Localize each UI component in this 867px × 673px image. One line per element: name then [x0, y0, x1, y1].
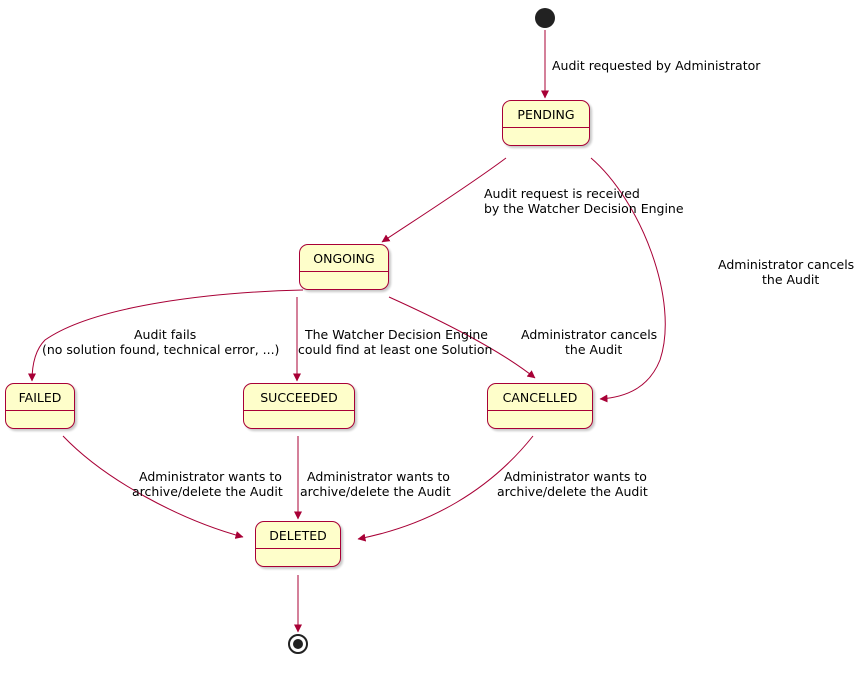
state-cancelled[interactable] [487, 383, 593, 429]
final-state-node [288, 634, 308, 654]
state-succeeded[interactable] [243, 383, 355, 429]
label-cancel-ongoing-line2: the Audit [565, 342, 623, 357]
state-deleted-body [256, 549, 340, 566]
label-archive-failed-line2: archive/delete the Audit [132, 484, 283, 499]
label-archive-succeeded-line1: Administrator wants to [307, 469, 450, 484]
state-ongoing-label: ONGOING [300, 245, 388, 272]
label-request-received-line1: Audit request is received [484, 186, 640, 201]
state-succeeded-body [244, 411, 354, 428]
label-archive-cancelled-line2: archive/delete the Audit [497, 484, 648, 499]
state-failed-label: FAILED [6, 384, 74, 411]
label-archive-cancelled-line1: Administrator wants to [504, 469, 647, 484]
label-cancel-pending-line2: the Audit [762, 272, 820, 287]
initial-state-node [535, 8, 555, 28]
label-archive-failed-line1: Administrator wants to [139, 469, 282, 484]
label-found-solution-line1: The Watcher Decision Engine [305, 327, 488, 342]
state-cancelled-body [488, 411, 592, 428]
label-audit-requested: Audit requested by Administrator [552, 58, 761, 73]
label-cancel-ongoing-line1: Administrator cancels [521, 327, 658, 342]
state-succeeded-label: SUCCEEDED [244, 384, 354, 411]
state-ongoing[interactable] [299, 244, 389, 290]
final-state-inner [293, 639, 303, 649]
state-pending-body [503, 128, 589, 145]
label-cancel-pending-line1: Administrator cancels [718, 257, 855, 272]
state-deleted-label: DELETED [256, 522, 340, 549]
state-pending[interactable] [502, 100, 590, 146]
state-ongoing-body [300, 272, 388, 289]
state-pending-label: PENDING [503, 101, 589, 128]
label-request-received-line2: by the Watcher Decision Engine [484, 201, 684, 216]
state-failed-body [6, 411, 74, 428]
label-audit-fails-line2: (no solution found, technical error, ...) [42, 342, 280, 357]
state-failed[interactable] [5, 383, 75, 429]
label-archive-succeeded-line2: archive/delete the Audit [300, 484, 451, 499]
label-audit-fails-line1: Audit fails [134, 327, 197, 342]
state-cancelled-label: CANCELLED [488, 384, 592, 411]
state-deleted[interactable] [255, 521, 341, 567]
label-found-solution-line2: could find at least one Solution [298, 342, 493, 357]
